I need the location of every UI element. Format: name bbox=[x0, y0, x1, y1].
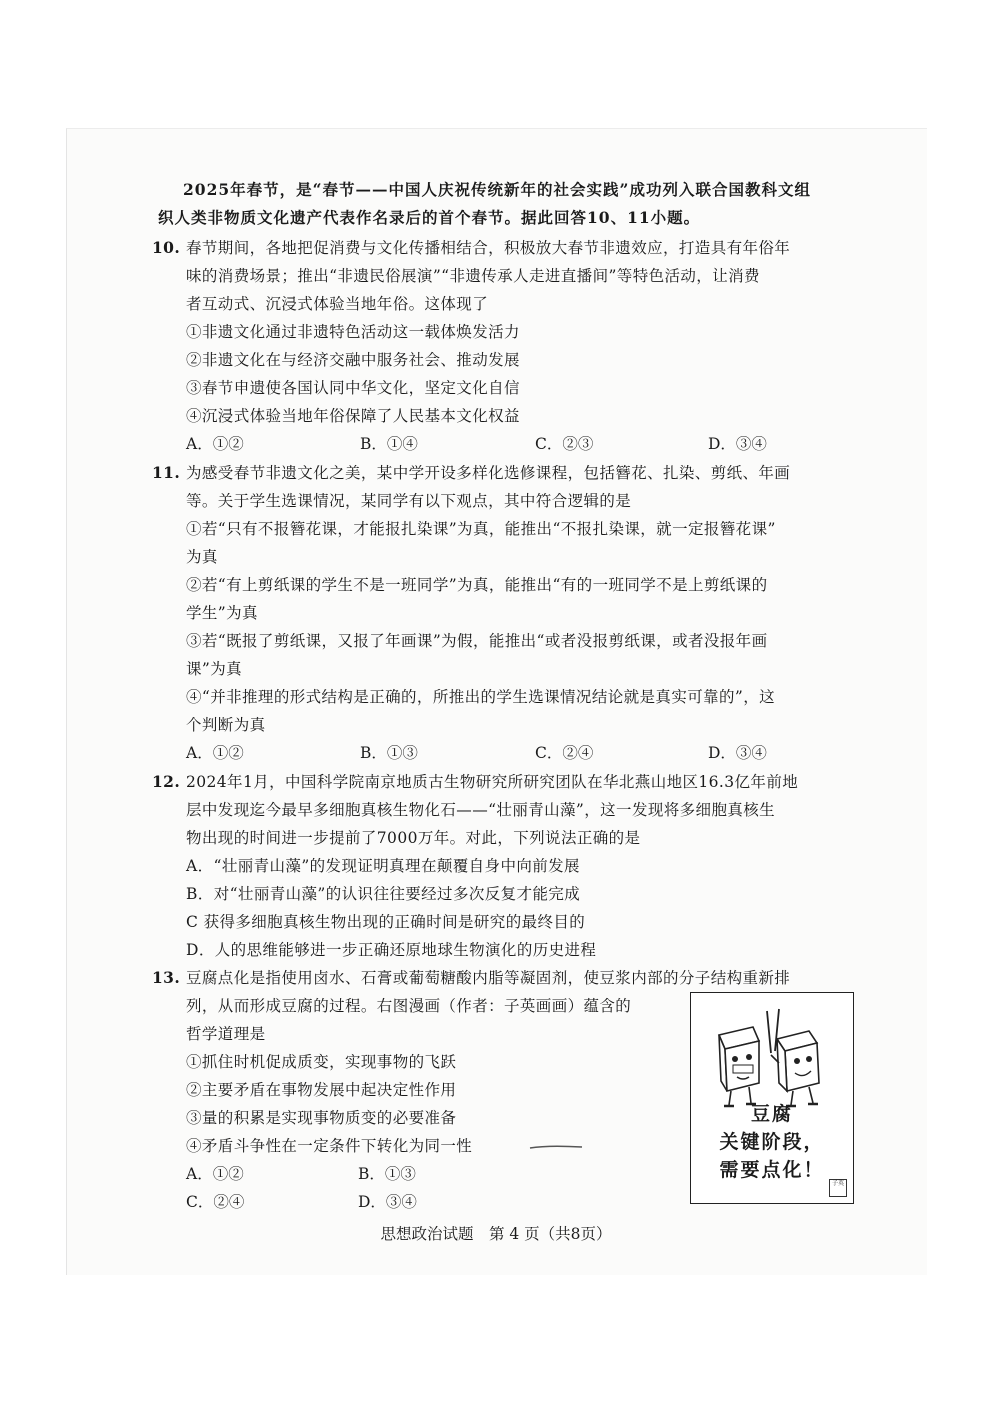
q10-option-c[interactable]: C．②③ bbox=[535, 435, 594, 453]
q11-item-4: ④“并非推理的形式结构是正确的，所推出的学生选课情况结论就是真实可靠的”，这 bbox=[186, 688, 776, 706]
cartoon-caption-3: 需要点化！ bbox=[719, 1159, 825, 1181]
tofu-characters-illustration bbox=[691, 993, 853, 1113]
q12-option-a[interactable]: A．“壮丽青山藻”的发现证明真理在颠覆自身中向前发展 bbox=[186, 857, 580, 875]
cartoon-caption-2: 关键阶段， bbox=[719, 1131, 825, 1153]
q10-option-a[interactable]: A．①② bbox=[186, 435, 244, 453]
q10-item-2: ②非遗文化在与经济交融中服务社会、推动发展 bbox=[186, 351, 520, 369]
q12-stem-3: 物出现的时间进一步提前了7000万年。对此，下列说法正确的是 bbox=[186, 829, 641, 847]
q11-option-b[interactable]: B．①③ bbox=[360, 744, 418, 762]
q10-stem-1: 春节期间，各地把促消费与文化传播相结合，积极放大春节非遗效应，打造具有年俗年 bbox=[186, 239, 791, 257]
q11-option-a[interactable]: A．①② bbox=[186, 744, 244, 762]
q12-number: 12. bbox=[152, 772, 181, 791]
q11-item-3-cont: 课”为真 bbox=[186, 660, 243, 678]
q12-option-b[interactable]: B．对“壮丽青山藻”的认识往往要经过多次反复才能完成 bbox=[186, 885, 581, 903]
q11-item-1-cont: 为真 bbox=[186, 548, 218, 566]
author-stamp: 子英 bbox=[829, 1179, 847, 1197]
cartoon-caption-1: 豆腐 bbox=[750, 1103, 793, 1125]
q11-item-2: ②若“有上剪纸课的学生不是一班同学”为真，能推出“有的一班同学不是上剪纸课的 bbox=[186, 576, 768, 594]
q13-option-c[interactable]: C．②④ bbox=[186, 1193, 245, 1211]
q10-option-d[interactable]: D．③④ bbox=[708, 435, 767, 453]
pen-stroke-mark bbox=[528, 1142, 584, 1152]
q11-option-d[interactable]: D．③④ bbox=[708, 744, 767, 762]
q12-option-d[interactable]: D．人的思维能够进一步正确还原地球生物演化的历史进程 bbox=[186, 941, 597, 959]
q11-number: 11. bbox=[152, 463, 181, 482]
q11-option-c[interactable]: C．②④ bbox=[535, 744, 594, 762]
q10-option-b[interactable]: B．①④ bbox=[360, 435, 418, 453]
q11-item-3: ③若“既报了剪纸课，又报了年画课”为假，能推出“或者没报剪纸课，或者没报年画 bbox=[186, 632, 768, 650]
q12-option-c[interactable]: C 获得多细胞真核生物出现的正确时间是研究的最终目的 bbox=[186, 913, 586, 931]
q13-number: 13. bbox=[152, 968, 181, 987]
q13-option-b[interactable]: B．①③ bbox=[358, 1165, 416, 1183]
q13-item-4: ④矛盾斗争性在一定条件下转化为同一性 bbox=[186, 1137, 473, 1155]
q12-stem-2: 层中发现迄今最早多细胞真核生物化石——“壮丽青山藻”，这一发现将多细胞真核生 bbox=[186, 801, 776, 819]
q13-item-2: ②主要矛盾在事物发展中起决定性作用 bbox=[186, 1081, 457, 1099]
q11-item-4-cont: 个判断为真 bbox=[186, 716, 266, 734]
q13-option-a[interactable]: A．①② bbox=[186, 1165, 244, 1183]
q12-stem-1: 2024年1月，中国科学院南京地质古生物研究所研究团队在华北燕山地区16.3亿年前地 bbox=[186, 773, 799, 791]
q11-stem-1: 为感受春节非遗文化之美，某中学开设多样化选修课程，包括簪花、扎染、剪纸、年画 bbox=[186, 464, 791, 482]
q10-stem-3: 者互动式、沉浸式体验当地年俗。这体现了 bbox=[186, 295, 489, 313]
tofu-block-figure bbox=[767, 1009, 819, 1106]
page-footer: 思想政治试题 第 4 页（共8页） bbox=[380, 1225, 612, 1243]
q13-option-d[interactable]: D．③④ bbox=[358, 1193, 417, 1211]
brine-block-figure bbox=[719, 1027, 759, 1106]
q13-stem-1: 豆腐点化是指使用卤水、石膏或葡萄糖酸内脂等凝固剂，使豆浆内部的分子结构重新排 bbox=[186, 969, 791, 987]
q11-item-1: ①若“只有不报簪花课，才能报扎染课”为真，能推出“不报扎染课，就一定报簪花课” bbox=[186, 520, 776, 538]
q10-stem-2: 味的消费场景；推出“非遗民俗展演”“非遗传承人走进直播间”等特色活动，让消费 bbox=[186, 267, 760, 285]
intro-line-1: 2025年春节，是“春节——中国人庆祝传统新年的社会实践”成功列入联合国教科文组 bbox=[183, 180, 811, 199]
q10-item-4: ④沉浸式体验当地年俗保障了人民基本文化权益 bbox=[186, 407, 520, 425]
q10-item-3: ③春节申遗使各国认同中华文化，坚定文化自信 bbox=[186, 379, 520, 397]
q10-number: 10. bbox=[152, 238, 181, 257]
q11-item-2-cont: 学生”为真 bbox=[186, 604, 258, 622]
intro-line-2: 织人类非物质文化遗产代表作名录后的首个春节。据此回答10、11小题。 bbox=[158, 208, 701, 227]
q13-item-1: ①抓住时机促成质变，实现事物的飞跃 bbox=[186, 1053, 457, 1071]
q13-stem-3: 哲学道理是 bbox=[186, 1025, 266, 1043]
q13-stem-2: 列，从而形成豆腐的过程。右图漫画（作者：子英画画）蕴含的 bbox=[186, 997, 632, 1015]
q10-item-1: ①非遗文化通过非遗特色活动这一载体焕发活力 bbox=[186, 323, 520, 341]
tofu-cartoon bbox=[690, 992, 854, 1204]
q13-item-3: ③量的积累是实现事物质变的必要准备 bbox=[186, 1109, 457, 1127]
q11-stem-2: 等。关于学生选课情况，某同学有以下观点，其中符合逻辑的是 bbox=[186, 492, 632, 510]
